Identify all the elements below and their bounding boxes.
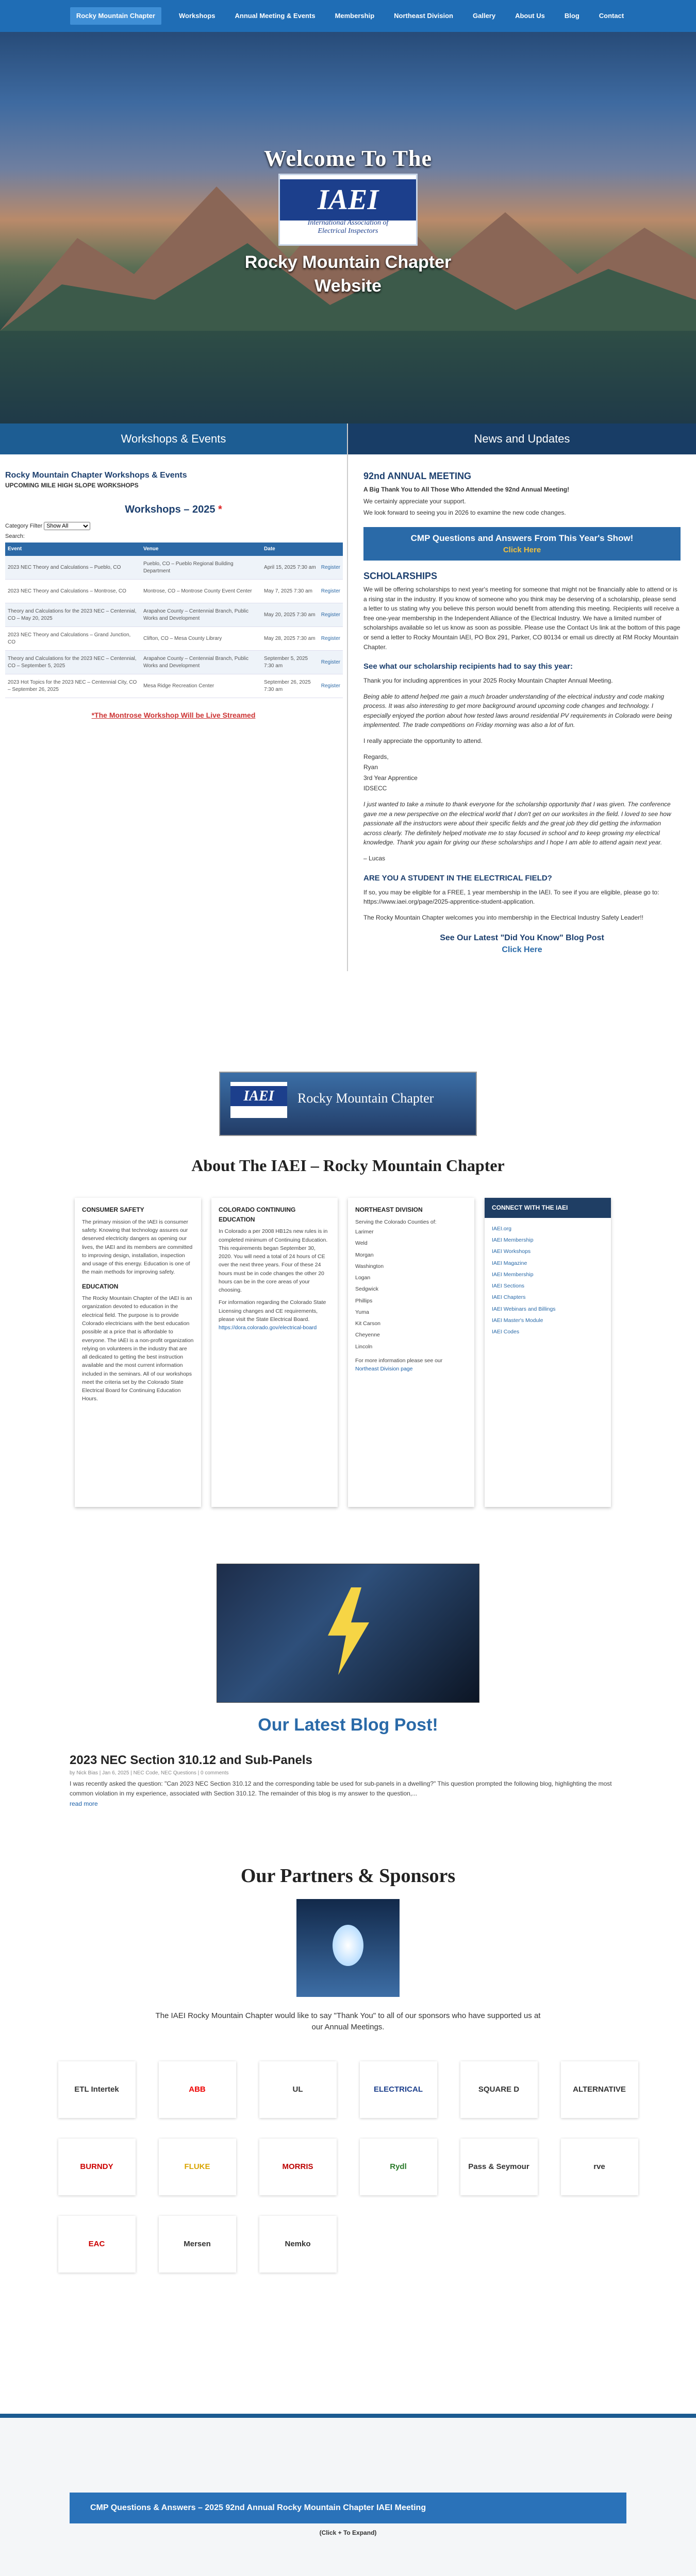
cmp-questions-button[interactable]: CMP Questions and Answers From This Year's Show! Click Here [363,527,681,561]
col-event[interactable]: Event [5,543,141,556]
hero-welcome: Welcome To The [263,146,433,171]
connect-link[interactable]: IAEI.org [492,1225,511,1232]
iaei-logo [278,174,418,246]
connect-link[interactable]: IAEI Workshops [492,1248,531,1255]
category-filter: Category Filter Show All [5,522,342,530]
blog-post-title[interactable]: 2023 NEC Section 310.12 and Sub-Panels [70,1753,312,1768]
blog-meta: by Nick Bias | Jan 6, 2025 | NEC Code, NEC Questions | 0 comments [70,1770,229,1776]
nav-workshops[interactable]: Workshops [178,11,216,20]
chapter-logo-mark: IAEI [230,1086,287,1106]
sponsor-logo: FLUKE [159,2139,236,2195]
partners-image [296,1899,400,1997]
sponsor-logos [0,2061,696,2273]
logo-main-text: IAEI [280,179,416,221]
workshops-header: Workshops & Events [0,423,347,454]
events-table [5,543,343,699]
col-register [319,543,343,556]
blog-image [217,1564,479,1703]
faq-accordion-toggle[interactable]: CMP Questions & Answers – 2025 92nd Annual Rocky Mountain Chapter IAEI Meeting [70,2493,626,2523]
nav-membership[interactable]: Membership [335,11,375,20]
hero-banner [0,32,696,423]
northeast-division-link[interactable]: Northeast Division page [355,1366,413,1372]
sponsor-logo: BURNDY [58,2139,136,2195]
main-nav [0,0,696,32]
sponsor-logo: ALTERNATIVE [561,2061,638,2118]
connect-link[interactable]: IAEI Chapters [492,1294,526,1301]
about-section [0,971,696,1198]
register-link[interactable]: Register [319,674,343,698]
connect-link[interactable]: IAEI Codes [492,1329,520,1335]
nav-contact[interactable]: Contact [599,11,624,20]
category-filter-select[interactable] [44,522,90,530]
nav-northeast-division[interactable]: Northeast Division [394,11,453,20]
register-link[interactable]: Register [319,556,343,580]
faq-section [0,2414,696,2576]
sponsor-logo: SQUARE D [460,2061,538,2118]
sponsor-logo: Pass & Seymour [460,2139,538,2195]
workshops-line2: UPCOMING MILE HIGH SLOPE WORKSHOPS [5,482,139,489]
sponsor-logo: rve [561,2139,638,2195]
northeast-division-card: NORTHEAST DIVISION Serving the Colorado Counties of: Larimer Weld Morgan Washington Logan Sedgwick Phillips Yuma Kit Carson Cheyenne Lincoln For more information please see our Northeast Division page [348,1198,474,1507]
electrical-board-link[interactable]: https://dora.colorado.gov/electrical-board [219,1325,317,1331]
col-date[interactable]: Date [261,543,319,556]
workshops-title: Workshops – 2025 * [125,504,222,516]
sponsor-logo: Rydl [360,2139,437,2195]
about-cards [0,1198,696,1558]
table-row: 2023 NEC Theory and Calculations – Grand Junction, CO Clifton, CO – Mesa County Library May 28, 2025 7:30 am Register [5,627,343,651]
connect-link[interactable]: IAEI Sections [492,1283,525,1290]
about-title: About The IAEI – Rocky Mountain Chapter [191,1156,505,1175]
blog-section [0,1558,696,1847]
two-column-section [0,423,696,971]
workshops-column [0,423,348,971]
sponsor-logo: ABB [159,2061,236,2118]
partners-section [0,1847,696,2414]
news-column: News and Updates 92nd ANNUAL MEETING A Big Thank You to All Those Who Attended the 92nd Annual Meeting! We certainly appreciate your support. We look forward to seeing you in 2026 to examine the new code changes. CMP Questions and Answers From This Year's Show! Click Here SCHOLARSHIPS We will be offering scholarships to next year's meeting for someone that might not be financially able to attend or is a rising star in the industry. If you know of someone who you think may be deserving of a scholarship, please send a letter to us stating why you believe this person would benefit from attending this meeting. Recipients will receive a free one-year membership in the Independent Alliance of the Electrical Industry. We have a limited number of scholarships available so let us know as soon as possible. Please use the Contact Us link at the bottom of this page or send a letter to Rocky Mountain IAEI, PO Box 291, Parker, CO 80134 or email us directly at RM Rocky Mountain Chapter. See what our scholarship recipients had to say this year: Thank you for including apprentices in your 2025 Rocky Mountain Chapter Annual Meeting. Being able to attend helped me gain a much broader understanding of the electrical industry and code making process. It was also interesting to get more background around upcoming code changes and technology. I especially enjoyed the portion about how tested laws around residential PV requirements in Colorado were being implemented. The trade competitions on Friday morning was also a lot of fun. I really appreciate the opportunity to attend. Regards, Ryan 3rd Year Apprentice IDSECC I just wanted to take a minute to thank everyone for the scholarship opportunity that I was given. The conference gave me a new perspective on the electrical world that I don't get on our worksites in the field. I loved to see how passionate all the instructors were about their specific fields and the great job they did getting the information across clearly. The definitely helped motivate me to stay focused in school and to keep growing my electrical knowledge. Thank you again for giving our these scholarships and I hope I am able to attend again next year. – Lucas ARE YOU A STUDENT IN THE ELECTRICAL FIELD? If so, you may be eligible for a FREE, 1 year membership in the IAEI. To see if you are eligible, please go to: https://www.iaei.org/page/2025-apprentice-student-application. The Rocky Mountain Chapter welcomes you into membership in the Electrical Industry Safety Leader!! See Our Latest "Did You Know" Blog Post Click Here [348,423,696,971]
hero-title: Rocky Mountain Chapter Website [244,252,452,296]
nav-annual-meeting[interactable]: Annual Meeting & Events [235,11,316,20]
col-venue[interactable]: Venue [141,543,261,556]
sponsor-logo: Nemko [259,2216,337,2273]
blog-post-link[interactable]: Click Here [502,945,542,954]
blog-excerpt: I was recently asked the question: "Can 2023 NEC Section 310.12 and the corresponding table be used for sub-panels in a dwelling?" This question prompted the following blog, highlighting the most common violation in my experience, associated with Section 310.12. The remainder of this blog is my answer to the question,... read more [70,1780,612,1807]
live-stream-note: *The Montrose Workshop Will be Live Streamed [91,711,256,720]
student-heading: ARE YOU A STUDENT IN THE ELECTRICAL FIELD? [363,873,552,883]
blog-post-callout: See Our Latest "Did You Know" Blog Post [440,934,604,943]
logo-sub-text: International Association of Electrical Inspectors [307,219,389,235]
sponsor-logo: MORRIS [259,2139,337,2195]
connect-link[interactable]: IAEI Membership [492,1271,534,1278]
register-link[interactable]: Register [319,651,343,674]
consumer-safety-card: CONSUMER SAFETY The primary mission of the IAEI is consumer safety. Knowing that technology assures our deserved electricity dangers as opening our lives, the IAEI and its members are committed to improving design, installation, inspection and usage of this energy. Education is one of the main methods for improving safety. EDUCATION The Rocky Mountain Chapter of the IAEI is an organization devoted to education in the electrical field. The purpose is to provide Colorado electricians with the best education possible at a price that is affordable to everyone. The IAEI is a non-profit organization relying on volunteers in the industry that are all dedicated to getting the best instruction available and the most current information included in the seminars. All of our workshops meet the criteria set by the Colorado State Electrical Board for Continuing Education Hours. [75,1198,201,1507]
chapter-logo [219,1072,477,1136]
scholarships-heading: SCHOLARSHIPS [363,570,438,581]
blog-section-title: Our Latest Blog Post! [258,1715,438,1735]
nav-gallery[interactable]: Gallery [473,11,496,20]
connect-card: CONNECT WITH THE IAEI IAEI.org IAEI Membership IAEI Workshops IAEI Magazine IAEI Membership IAEI Sections IAEI Chapters IAEI Webinars and Billings IAEI Master's Module IAEI Codes [485,1198,611,1507]
table-row: 2023 NEC Theory and Calculations – Pueblo, CO Pueblo, CO – Pueblo Regional Building Department April 15, 2025 7:30 am Register [5,556,343,580]
continuing-education-card: COLORADO CONTINUING EDUCATION In Colorado a per 2008 HB12s new rules is in completed minimum of Continuing Education. This requirements began September 30, 2020. You will need a total of 24 hours of CE over the next three years. Four of these 24 hours must be in code changes the other 20 hours can be in the core areas of your choosing. For information regarding the Colorado State Licensing changes and CE requirements, please visit the State Electrical Board. https://dora.colorado.gov/electrical-board [211,1198,338,1507]
county-list: Larimer Weld Morgan Washington Logan Sedgwick Phillips Yuma Kit Carson Cheyenne Lincoln [355,1229,384,1350]
annual-meeting-heading: 92nd ANNUAL MEETING [363,471,472,481]
table-row: 2023 NEC Theory and Calculations – Montrose, CO Montrose, CO – Montrose County Event Center May 7, 2025 7:30 am Register [5,580,343,603]
register-link[interactable]: Register [319,627,343,651]
nav-about[interactable]: About Us [515,11,545,20]
connect-link[interactable]: IAEI Membership [492,1237,534,1244]
faq-expand-hint: (Click + To Expand) [319,2529,377,2537]
register-link[interactable]: Register [319,580,343,603]
table-row: Theory and Calculations for the 2023 NEC – Centennial, CO – May 20, 2025 Arapahoe County – Centennial Branch, Public Works and Development May 20, 2025 7:30 am Register [5,603,343,627]
workshops-line1: Rocky Mountain Chapter Workshops & Events [5,471,187,480]
sponsor-logo: EAC [58,2216,136,2273]
nav-home[interactable]: Rocky Mountain Chapter [70,7,161,25]
news-header: News and Updates [348,423,696,454]
connect-link[interactable]: IAEI Magazine [492,1260,527,1266]
sponsor-logo: UL [259,2061,337,2118]
partners-title: Our Partners & Sponsors [240,1865,456,1887]
connect-link[interactable]: IAEI Master's Module [492,1317,543,1324]
chapter-logo-text: Rocky Mountain Chapter [297,1091,434,1106]
table-row: 2023 Hot Topics for the 2023 NEC – Centennial City, CO – September 26, 2025 Mesa Ridge Recreation Center September 26, 2025 7:30 am Register [5,674,343,698]
search-label: Search: [5,533,25,539]
sponsor-logo: ETL Intertek [58,2061,136,2118]
register-link[interactable]: Register [319,603,343,627]
table-row: Theory and Calculations for the 2023 NEC – Centennial, CO – September 5, 2025 Arapahoe County – Centennial Branch, Public Works and Development September 5, 2025 7:30 am Register [5,651,343,674]
lightbulb-icon [333,1925,363,1966]
sponsor-logo: Mersen [159,2216,236,2273]
partners-thanks: The IAEI Rocky Mountain Chapter would like to say "Thank You" to all of our sponsors who have supported us at our Annual Meetings. [155,2011,541,2032]
lightning-icon [323,1587,374,1675]
sponsor-logo: ELECTRICAL [360,2061,437,2118]
connect-link[interactable]: IAEI Webinars and Billings [492,1306,556,1312]
read-more-link[interactable]: read more [70,1800,98,1807]
connect-links [492,1223,604,1338]
nav-blog[interactable]: Blog [564,11,579,20]
